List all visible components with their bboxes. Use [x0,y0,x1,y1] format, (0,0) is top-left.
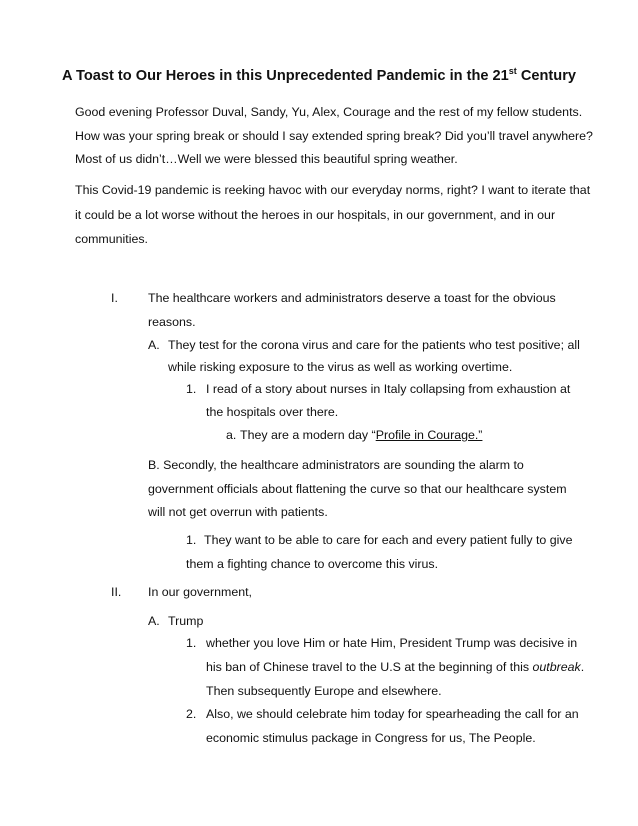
document-title [0,68,638,84]
section2-a-2-line-1: Also, we should celebrate him today for spearheading the call for an [206,707,579,721]
para2-line-2: it could be a lot worse without the heroes in our hospitals, in our government, and in our [75,208,556,222]
section1-a-1-line-2: the hospitals over there. [206,405,339,419]
para2-line-3: communities. [75,232,148,246]
title-superscript: st [508,66,517,76]
section1-a-line-1: They test for the corona virus and care for the patients who test positive; all [168,338,580,352]
section1-line-2: reasons. [148,315,196,329]
title-main: A Toast to Our Heroes in this Unprecedented Pandemic in the 21 [61,68,509,84]
section2-a-2-line-2: economic stimulus package in Congress for us, The People. [206,731,536,745]
section1-b-line-2: government officials about flattening the curve so that our healthcare system [148,482,567,496]
title-tail: Century [516,68,577,84]
section2-a-1-marker: 1. [186,636,197,650]
section2-marker: II. [111,585,122,599]
travel-ban-period: . [580,660,585,674]
section1-a-marker: A. [148,338,160,352]
section1-a-1-a-marker: a. [226,428,237,442]
section1-a-line-2: while risking exposure to the virus as well as working overtime. [168,360,513,374]
profile-lead-text: They are a modern day “ [240,428,376,442]
para2-line-1: This Covid-19 pandemic is reeking havoc with our everyday norms, right? I want to iterate that [75,183,591,197]
travel-ban-text: his ban of Chinese travel to the U.S at the beginning of this [206,660,533,674]
section2-a-1-line-1: whether you love Him or hate Him, President Trump was decisive in [206,636,578,650]
section2-a-1-line-3: Then subsequently Europe and elsewhere. [206,684,442,698]
outbreak-italic-text: outbreak [532,660,581,674]
section1-b-1-marker: 1. [186,533,197,547]
section1-b-line-1: B. Secondly, the healthcare administrators are sounding the alarm to [148,458,524,472]
section1-line-1: The healthcare workers and administrators deserve a toast for the obvious [148,291,556,305]
profile-in-courage-text: Profile in Courage.” [375,428,483,442]
section1-a-1-marker: 1. [186,382,197,396]
section1-a-1-a-line [240,427,482,443]
section2-a-2-marker: 2. [186,707,197,721]
intro-line-1: Good evening Professor Duval, Sandy, Yu, Alex, Courage and the rest of my fellow students. [75,105,583,119]
intro-line-2: How was your spring break or should I say extended spring break? Did you’ll travel anywhere? [75,129,593,143]
section1-b-line-3: will not get overrun with patients. [148,505,328,519]
section1-a-1-line-1: I read of a story about nurses in Italy collapsing from exhaustion at [206,382,571,396]
section2-a-marker: A. [148,614,160,628]
intro-line-3: Most of us didn’t…Well we were blessed this beautiful spring weather. [75,152,458,166]
section2-a-text: Trump [168,614,204,628]
section1-marker: I. [111,291,118,305]
section2-line: In our government, [148,585,253,599]
section2-a-1-line-2 [206,659,584,675]
section1-b-1-line-2: them a fighting chance to overcome this virus. [186,557,439,571]
section1-b-1-line-1: They want to be able to care for each and every patient fully to give [204,533,573,547]
